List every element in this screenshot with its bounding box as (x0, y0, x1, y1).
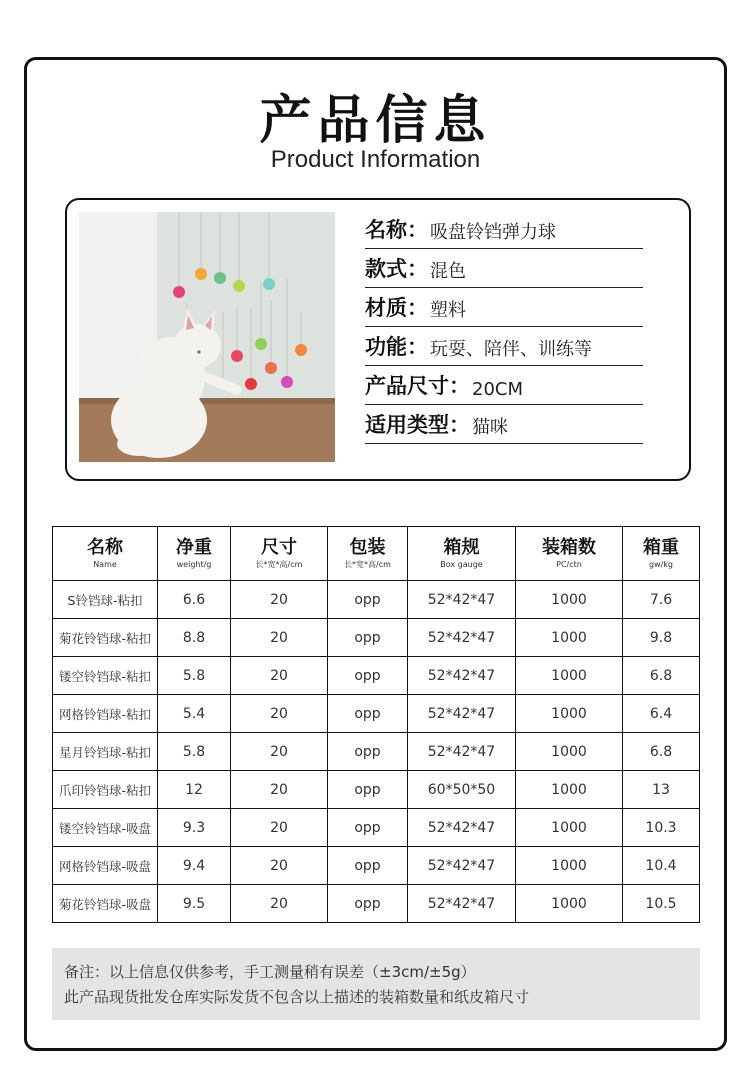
cell-name: S铃铛球-粘扣 (53, 581, 158, 619)
cell-box-gauge: 52*42*47 (408, 581, 516, 619)
cell-box-weight: 6.4 (623, 695, 700, 733)
cell-qty-per-box: 1000 (516, 695, 623, 733)
header-box-weight: 箱重 gw/kg (623, 527, 700, 581)
cell-package: opp (328, 885, 408, 923)
cell-box-gauge: 52*42*47 (408, 885, 516, 923)
cell-box-weight: 6.8 (623, 733, 700, 771)
remark-box (52, 948, 700, 1020)
spec-value: 吸盘铃铛弹力球 (430, 222, 556, 243)
cell-box-weight: 7.6 (623, 581, 700, 619)
cell-package: opp (328, 847, 408, 885)
spec-key: 名称： (365, 218, 428, 242)
cell-box-gauge: 52*42*47 (408, 619, 516, 657)
product-spec-table (52, 526, 700, 923)
cell-size: 20 (231, 581, 328, 619)
spec-key: 适用类型： (365, 413, 470, 437)
cell-qty-per-box: 1000 (516, 657, 623, 695)
cell-box-gauge: 60*50*50 (408, 771, 516, 809)
cell-package: opp (328, 809, 408, 847)
cell-name: 网格铃铛球-粘扣 (53, 695, 158, 733)
cell-box-gauge: 52*42*47 (408, 847, 516, 885)
cell-size: 20 (231, 809, 328, 847)
cell-qty-per-box: 1000 (516, 581, 623, 619)
product-photo (79, 212, 335, 462)
cell-box-weight: 6.8 (623, 657, 700, 695)
table-row (53, 847, 700, 885)
table-body (53, 581, 700, 923)
spec-key: 材质： (365, 296, 428, 320)
spec-row-style (365, 249, 643, 288)
table-row (53, 809, 700, 847)
cell-name: 爪印铃铛球-粘扣 (53, 771, 158, 809)
cell-size: 20 (231, 847, 328, 885)
cell-qty-per-box: 1000 (516, 809, 623, 847)
table-row (53, 581, 700, 619)
spec-row-name (365, 210, 643, 249)
spec-key: 款式： (365, 257, 428, 281)
product-info-card (65, 198, 691, 481)
table-row (53, 733, 700, 771)
cell-name: 镂空铃铛球-吸盘 (53, 809, 158, 847)
cell-box-weight: 9.8 (623, 619, 700, 657)
cell-box-gauge: 52*42*47 (408, 657, 516, 695)
table-row (53, 695, 700, 733)
cell-weight: 5.8 (158, 733, 231, 771)
table-row (53, 885, 700, 923)
header-weight: 净重 weight/g (158, 527, 231, 581)
cell-name: 菊花铃铛球-粘扣 (53, 619, 158, 657)
header-box-gauge: 箱规 Box gauge (408, 527, 516, 581)
table-row (53, 771, 700, 809)
cell-weight: 9.3 (158, 809, 231, 847)
cell-qty-per-box: 1000 (516, 733, 623, 771)
cell-weight: 5.8 (158, 657, 231, 695)
cell-weight: 6.6 (158, 581, 231, 619)
spec-value: 混色 (430, 261, 466, 282)
cell-weight: 9.4 (158, 847, 231, 885)
cell-size: 20 (231, 619, 328, 657)
cell-qty-per-box: 1000 (516, 885, 623, 923)
cell-package: opp (328, 771, 408, 809)
cell-weight: 12 (158, 771, 231, 809)
cell-package: opp (328, 581, 408, 619)
remark-line-2: 此产品现货批发仓库实际发货不包含以上描述的装箱数量和纸皮箱尺寸 (64, 988, 530, 1006)
cell-name: 星月铃铛球-粘扣 (53, 733, 158, 771)
table-row (53, 657, 700, 695)
cell-box-weight: 10.4 (623, 847, 700, 885)
cell-package: opp (328, 619, 408, 657)
cell-package: opp (328, 695, 408, 733)
cell-weight: 9.5 (158, 885, 231, 923)
cell-package: opp (328, 657, 408, 695)
cell-box-weight: 13 (623, 771, 700, 809)
spec-row-material (365, 288, 643, 327)
spec-row-function (365, 327, 643, 366)
cell-box-weight: 10.3 (623, 809, 700, 847)
cell-weight: 5.4 (158, 695, 231, 733)
cell-size: 20 (231, 657, 328, 695)
spec-key: 产品尺寸： (365, 374, 470, 398)
page-subtitle: Product Information (270, 146, 481, 173)
header-size: 尺寸 长*宽*高/cm (231, 527, 328, 581)
table-row (53, 619, 700, 657)
cell-box-gauge: 52*42*47 (408, 733, 516, 771)
cell-size: 20 (231, 695, 328, 733)
cell-package: opp (328, 733, 408, 771)
header-name: 名称 Name (53, 527, 158, 581)
cell-box-gauge: 52*42*47 (408, 809, 516, 847)
spec-row-size (365, 366, 643, 405)
page-title: 产品信息 (259, 91, 492, 151)
cell-qty-per-box: 1000 (516, 771, 623, 809)
cell-qty-per-box: 1000 (516, 619, 623, 657)
remark-line-1: 备注：以上信息仅供参考，手工测量稍有误差（±3cm/±5g） (64, 963, 476, 981)
cell-size: 20 (231, 733, 328, 771)
spec-value: 猫咪 (472, 417, 508, 438)
cat-playing-photo (79, 212, 335, 462)
cell-size: 20 (231, 885, 328, 923)
header-package: 包装 长*宽*高/cm (328, 527, 408, 581)
spec-value: 玩耍、陪伴、训练等 (430, 339, 592, 360)
spec-key: 功能： (365, 335, 428, 359)
cell-box-gauge: 52*42*47 (408, 695, 516, 733)
header-qty-per-box: 装箱数 PC/ctn (516, 527, 623, 581)
spec-row-target (365, 405, 643, 444)
spec-list (365, 210, 643, 444)
spec-value: 20CM (472, 379, 524, 400)
cell-qty-per-box: 1000 (516, 847, 623, 885)
cell-name: 网格铃铛球-吸盘 (53, 847, 158, 885)
cell-name: 菊花铃铛球-吸盘 (53, 885, 158, 923)
cell-size: 20 (231, 771, 328, 809)
spec-value: 塑料 (430, 300, 466, 321)
cell-box-weight: 10.5 (623, 885, 700, 923)
cell-weight: 8.8 (158, 619, 231, 657)
cell-name: 镂空铃铛球-粘扣 (53, 657, 158, 695)
table-header (53, 527, 700, 581)
